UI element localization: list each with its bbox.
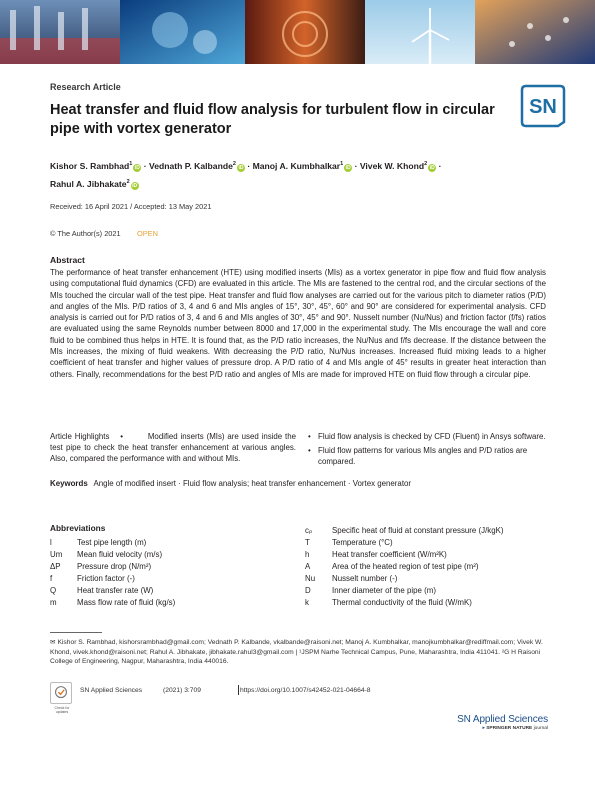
abstract-heading: Abstract — [50, 255, 85, 265]
abbreviation-row — [305, 537, 555, 549]
highlight-text: Fluid flow analysis is checked by CFD (Fluent) in Ansys software. — [318, 432, 546, 441]
orcid-icon[interactable]: iD — [345, 165, 351, 171]
footer-journal: SN Applied Sciences — [80, 687, 143, 694]
highlight-item — [50, 431, 296, 464]
author[interactable]: Vivek W. Khond — [359, 161, 425, 171]
abbreviation-symbol: f — [50, 574, 53, 583]
abbreviation-symbol: D — [305, 586, 311, 595]
author-separator: · — [352, 161, 360, 171]
abbreviation-definition: Heat transfer rate (W) — [77, 586, 154, 595]
abbreviation-symbol: Um — [50, 550, 63, 559]
abbreviation-definition: Mass flow rate of fluid (kg/s) — [77, 598, 176, 607]
brand-suffix: journal — [533, 726, 548, 731]
abbreviation-definition: Friction factor (-) — [77, 574, 135, 583]
author-separator: · — [436, 161, 442, 171]
abbreviation-definition: Thermal conductivity of the fluid (W/mK) — [332, 598, 472, 607]
abbreviation-symbol: cₚ — [305, 526, 313, 535]
abbreviation-definition: Specific heat of fluid at constant pressure (J/kgK) — [332, 526, 504, 535]
abbreviation-row — [50, 537, 300, 549]
abbreviation-row — [50, 549, 300, 561]
highlight-bullet: • — [308, 432, 311, 441]
abbreviation-row — [305, 573, 555, 585]
abbreviation-row — [305, 597, 555, 609]
footer-doi-link[interactable]: https://doi.org/10.1007/s42452-021-04664-8 — [240, 687, 371, 694]
abbreviation-symbol: Nu — [305, 574, 316, 583]
abbreviation-row — [50, 585, 300, 597]
abbreviation-definition: Nusselt number (-) — [332, 574, 398, 583]
author-affiliation-sup: 1 — [129, 161, 133, 167]
abbreviation-symbol: m — [50, 598, 57, 607]
open-access-badge[interactable]: OPEN — [137, 229, 158, 238]
author-separator: · — [141, 161, 149, 171]
highlight-bullet: • — [308, 446, 311, 455]
author-list — [50, 156, 520, 192]
check-for-updates-label: Check for updates — [54, 706, 70, 714]
author[interactable]: Rahul A. Jibhakate — [50, 179, 127, 189]
author[interactable]: Kishor S. Rambhad — [50, 161, 130, 171]
highlight-bullet: • — [120, 432, 124, 441]
abbreviation-symbol: Q — [50, 586, 57, 595]
abbreviation-row — [50, 597, 300, 609]
footer-separator — [238, 685, 239, 695]
brand-title: SN Applied Sciences — [457, 714, 548, 725]
keywords — [50, 479, 550, 488]
abbreviations-column-left — [50, 537, 300, 609]
abbreviation-row — [305, 525, 555, 537]
keywords-label: Keywords — [50, 479, 88, 488]
brand-publisher — [448, 726, 548, 731]
highlight-item — [308, 445, 548, 467]
abbreviation-definition: Inner diameter of the pipe (m) — [332, 586, 436, 595]
author-affiliation-sup: 1 — [340, 161, 344, 167]
highlight-text: Modified inserts (MIs) are used inside the test pipe to check the heat transfer enhancement at various angles. Also, compared the performance with and without MIs. — [50, 432, 296, 463]
footnote-divider — [50, 632, 102, 633]
abbreviation-symbol: h — [305, 550, 310, 559]
article-type: Research Article — [50, 82, 121, 92]
abbreviations-column-right — [305, 525, 555, 609]
highlights-label: Article Highlights — [50, 432, 110, 441]
abbreviation-symbol: T — [305, 538, 310, 547]
abbreviation-row — [305, 585, 555, 597]
paper-title: Heat transfer and fluid flow analysis for turbulent flow in circular pipe with vortex generator — [50, 102, 495, 137]
orcid-icon[interactable]: iD — [238, 165, 244, 171]
abbreviations-heading: Abbreviations — [50, 523, 106, 533]
abbreviation-definition: Pressure drop (N/m²) — [77, 562, 152, 571]
highlight-text: Fluid flow patterns for various MIs angles and P/D ratios are compared. — [318, 446, 528, 466]
author[interactable]: Vednath P. Kalbande — [148, 161, 233, 171]
check-for-updates-icon[interactable] — [50, 682, 72, 704]
footer-issue: (2021) 3:709 — [163, 687, 201, 694]
highlight-item — [308, 431, 548, 442]
sn-logo-text: SN — [529, 96, 557, 118]
abbreviation-symbol: l — [50, 538, 52, 547]
author-affiliation-sup: 2 — [424, 161, 428, 167]
sn-logo-icon — [520, 84, 566, 128]
abbreviation-symbol: A — [305, 562, 311, 571]
author[interactable]: Manoj A. Kumbhalkar — [252, 161, 341, 171]
orcid-icon[interactable]: iD — [429, 165, 435, 171]
abbreviation-definition: Heat transfer coefficient (W/m²K) — [332, 550, 447, 559]
banner-image-strip — [0, 0, 595, 64]
abbreviation-row — [305, 561, 555, 573]
header-banner — [0, 0, 595, 64]
author-affiliation-sup: 2 — [232, 161, 236, 167]
author-separator: · — [244, 161, 253, 171]
received-accepted-dates: Received: 16 April 2021 / Accepted: 13 May 2021 — [50, 202, 212, 211]
abbreviation-symbol: ΔP — [50, 562, 61, 571]
abstract-body: The performance of heat transfer enhancement (HTE) using modified inserts (MIs) as a vortex generator in pipe flow and fluid flow analysis using computational fluid dynamics (CFD) are evaluated in this article. The MIs are fastened to the central rod, and the circular sections of the MIs touched the circular wall of the test pipe. Heat transfer and fluid flow analyses are carried out for the various pitch to diameter ratios (P/D) and angles of the MIs. P/D ratios of 3, 4 and 6 and MIs angles of 15°, 30°, 45°, 60° and 90° are considered for experimental analysis. CFD analysis is carried out for P/D ratios of 3, 4 and 6 and MIs angles of 30°, 45° and 90°. Nusselt number (Nu/Nus) and friction factor (f/fs) ratios are evaluated using the same Reynolds number between 8000 and 17,000 in the experimental study. The MIs encourage the wall and core fluid to be combined thus helps in HTE. It is found that, as the P/D ratio increases, the Nu/Nus and f/fs decrease. If the distance between the MIs increases, the mixing of fluid weakens. With decreasing the P/D ratio, Nu/Nus increases. Increased fluid mixing leads to a higher coefficient of heat transfer and higher values of pressure drop. A P/D ratio of 4 and MIs angle of 45° results in greater heat interaction than others. Finally, recommendations for the best P/D ratio and angles of MIs are made for improved HTE on fluid flow through a circular pipe. — [50, 268, 546, 379]
highlights-column-right — [308, 431, 548, 470]
brand-publisher-arrow: ▸ — [482, 726, 485, 731]
abbreviation-definition: Test pipe length (m) — [77, 538, 147, 547]
orcid-icon[interactable]: iD — [132, 183, 138, 189]
author-affiliation-sup: 2 — [126, 179, 130, 185]
copyright-notice: © The Author(s) 2021 — [50, 229, 121, 238]
abbreviation-symbol: k — [305, 598, 309, 607]
brand-publisher-name: SPRINGER NATURE — [486, 726, 533, 731]
abbreviation-row — [50, 561, 300, 573]
abbreviation-definition: Area of the heated region of test pipe (m²) — [332, 562, 479, 571]
abbreviation-row — [50, 573, 300, 585]
journal-brand — [448, 714, 548, 731]
abbreviation-definition: Mean fluid velocity (m/s) — [77, 550, 163, 559]
abbreviation-row — [305, 549, 555, 561]
abbreviation-definition: Temperature (°C) — [332, 538, 393, 547]
keywords-text: Angle of modified insert · Fluid flow analysis; heat transfer enhancement · Vortex generator — [93, 479, 412, 488]
orcid-icon[interactable]: iD — [134, 165, 140, 171]
highlights-column-left — [50, 431, 296, 464]
author-footnote: ✉ Kishor S. Rambhad, kishorsrambhad@gmail.com; Vednath P. Kalbande, vkalbande@raisoni.net; Manoj A. Kumbhalkar, manojkumbhalkar@rediffmail.com; Vivek W. Khond, vivek.khond@raisoni.net; Rahul A. Jibhakate, jibhakate.rahul3@gmail.com | ¹JSPM Narhe Technical Campus, Pune, Maharashtra, India 411041. ²G H Raisoni College of Engineering, Nagpur, Maharashtra, India 440016. — [50, 639, 543, 666]
